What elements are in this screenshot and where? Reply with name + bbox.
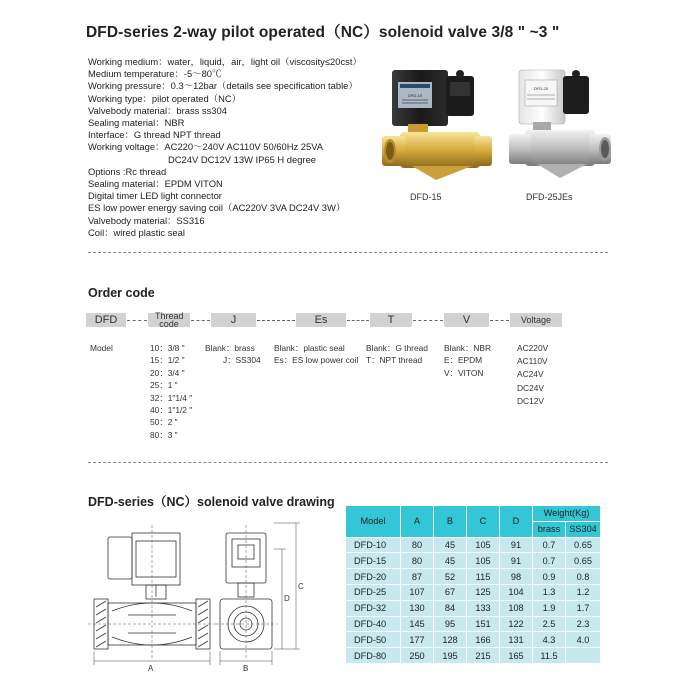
cell: 67: [434, 584, 467, 600]
header-a: A: [401, 506, 434, 538]
cell: 0.65: [566, 553, 601, 569]
voltage-list: [517, 342, 548, 408]
code-connector: [191, 320, 210, 321]
cell: 215: [467, 648, 500, 664]
cell: 151: [467, 616, 500, 632]
cell: 4.3: [533, 632, 566, 648]
spec-line: Digital timer LED light connector: [88, 190, 222, 202]
code-connector: [347, 320, 369, 321]
cell: 107: [401, 584, 434, 600]
spec-line: Options :Rc thread: [88, 165, 167, 177]
spec-line: Medium temperature：-5～80℃: [88, 68, 222, 80]
thread-code-item: 20：3/4 ": [150, 367, 185, 378]
page-title: DFD-series 2-way pilot operated（NC）solenoid valve 3/8 " ~3 ": [86, 24, 560, 41]
cell: 104: [500, 584, 533, 600]
cell: 195: [434, 648, 467, 664]
table-row: [346, 584, 601, 600]
seal-option: Blank：NBR: [444, 343, 492, 353]
spec-line: Working medium：water，liquid，air，light oil（viscosity≤20cst）: [88, 56, 362, 67]
specification-list: [88, 56, 388, 239]
table-row: [346, 648, 601, 664]
cell: 115: [467, 569, 500, 585]
cell: 1.7: [566, 600, 601, 616]
cell: 133: [467, 600, 500, 616]
cell: 87: [401, 569, 434, 585]
stainless-valve-photo: [505, 62, 615, 192]
dimension-weight-table: [345, 505, 601, 664]
header-weight: Weight(Kg): [533, 506, 601, 522]
code-box-thread: Thread code: [148, 313, 190, 327]
spec-line: Interface：G thread NPT thread: [88, 129, 221, 141]
table-row: [346, 537, 601, 553]
coil-option: Blank：plastic seal: [274, 343, 345, 353]
code-box-body: J: [211, 313, 256, 327]
cell: 0.7: [533, 553, 566, 569]
svg-text:DFD-15: DFD-15: [407, 93, 423, 98]
dimension-label-a: A: [148, 664, 154, 673]
svg-text:DFD-25: DFD-25: [533, 86, 549, 91]
table-row: [346, 569, 601, 585]
cell: 98: [500, 569, 533, 585]
thread-code-list: [150, 342, 192, 441]
seal-option-list: [444, 342, 491, 379]
cell: 145: [401, 616, 434, 632]
thread-type-option: T：NPT thread: [366, 355, 423, 366]
cell-model: DFD-20: [346, 569, 401, 585]
spec-line: Working type：pilot operated（NC）: [88, 92, 242, 104]
cell: 91: [500, 537, 533, 553]
cell: 0.8: [566, 569, 601, 585]
cell: 130: [401, 600, 434, 616]
cell-model: DFD-25: [346, 584, 401, 600]
voltage-option: AC220V: [517, 343, 549, 353]
dimension-label-c: C: [298, 582, 304, 591]
cell: 1.9: [533, 600, 566, 616]
valve-technical-drawing: [88, 515, 308, 675]
table-row: [346, 616, 601, 632]
cell-model: DFD-10: [346, 537, 401, 553]
brass-valve-photo: [378, 62, 493, 192]
body-option: Blank：brass: [205, 343, 255, 353]
cell: 2.5: [533, 616, 566, 632]
cell: 128: [434, 632, 467, 648]
seal-option: E：EPDM: [444, 355, 483, 366]
cell: 105: [467, 553, 500, 569]
dimension-label-b: B: [243, 664, 249, 673]
body-option: J：SS304: [223, 355, 261, 366]
code-connector: [490, 320, 509, 321]
cell-model: DFD-40: [346, 616, 401, 632]
cell: 45: [434, 553, 467, 569]
cell: 122: [500, 616, 533, 632]
cell-model: DFD-80: [346, 648, 401, 664]
voltage-option: AC110V: [517, 356, 548, 367]
thread-code-item: 15：1/2 ": [150, 355, 185, 366]
header-c: C: [467, 506, 500, 538]
drawing-title: DFD-series（NC）solenoid valve drawing: [88, 495, 335, 509]
cell: 0.65: [566, 537, 601, 553]
thread-code-item: 32：1"1/4 ": [150, 392, 193, 403]
cell: 95: [434, 616, 467, 632]
code-box-seal: V: [444, 313, 489, 327]
model-label: Model: [90, 343, 113, 353]
cell: 1.3: [533, 584, 566, 600]
thread-code-item: 10：3/8 ": [150, 343, 185, 353]
cell: 177: [401, 632, 434, 648]
table-row: [346, 600, 601, 616]
cell: 45: [434, 537, 467, 553]
section-divider: [88, 252, 608, 253]
cell: [566, 648, 601, 664]
thread-type-option: Blank：G thread: [366, 343, 428, 353]
order-code-title: Order code: [88, 286, 155, 300]
voltage-option: DC24V: [517, 382, 544, 393]
thread-code-item: 50：2 ": [150, 417, 178, 428]
coil-option: Es：ES low power coil: [274, 355, 359, 366]
cell: 11.5: [533, 648, 566, 664]
cell: 84: [434, 600, 467, 616]
header-ss304: SS304: [566, 521, 601, 537]
thread-code-item: 80：3 ": [150, 429, 178, 440]
spec-line: Coil：wired plastic seal: [88, 226, 185, 238]
cell: 250: [401, 648, 434, 664]
thread-code-item: 25：1 ": [150, 380, 178, 391]
voltage-option: DC12V: [517, 395, 544, 406]
cell: 80: [401, 553, 434, 569]
cell: 1.2: [566, 584, 601, 600]
spec-line: Valvebody material：brass ss304: [88, 104, 227, 116]
cell: 2.3: [566, 616, 601, 632]
cell: 52: [434, 569, 467, 585]
code-connector: [127, 320, 147, 321]
cell-model: DFD-32: [346, 600, 401, 616]
spec-line: Working voltage：AC220～240V AC110V 50/60Hz 25VA: [88, 141, 324, 153]
table-row: [346, 632, 601, 648]
cell: 4.0: [566, 632, 601, 648]
cell: 91: [500, 553, 533, 569]
cell-model: DFD-50: [346, 632, 401, 648]
code-box-voltage: Voltage: [510, 313, 562, 327]
spec-line: Working pressure：0.3～12bar（details see specification table）: [88, 80, 358, 92]
code-box-model: DFD: [86, 313, 126, 327]
body-material-list: [205, 342, 261, 367]
section-divider: [88, 462, 608, 463]
header-d: D: [500, 506, 533, 538]
code-connector: [413, 320, 443, 321]
table-row: [346, 553, 601, 569]
cell: 108: [500, 600, 533, 616]
header-model: Model: [346, 506, 401, 538]
cell: 0.7: [533, 537, 566, 553]
cell: 80: [401, 537, 434, 553]
header-brass: brass: [533, 521, 566, 537]
spec-line: Sealing material：EPDM VITON: [88, 178, 223, 190]
cell: 166: [467, 632, 500, 648]
cell-model: DFD-15: [346, 553, 401, 569]
cell: 125: [467, 584, 500, 600]
thread-type-list: [366, 342, 428, 367]
product-caption: DFD-25JEs: [526, 192, 573, 202]
header-b: B: [434, 506, 467, 538]
cell: 131: [500, 632, 533, 648]
dimension-label-d: D: [284, 594, 290, 603]
thread-code-item: 40：1"1/2 ": [150, 405, 193, 416]
product-caption: DFD-15: [410, 192, 442, 202]
seal-option: V：VITON: [444, 367, 484, 378]
spec-line: ES low power energy saving coil（AC220V 3VA DC24V 3W）: [88, 202, 346, 214]
voltage-option: AC24V: [517, 369, 544, 380]
cell: 105: [467, 537, 500, 553]
spec-line: DC24V DC12V 13W IP65 H degree: [168, 153, 316, 165]
cell: 0.9: [533, 569, 566, 585]
code-box-coil: Es: [296, 313, 346, 327]
cell: 165: [500, 648, 533, 664]
coil-option-list: [274, 342, 358, 367]
spec-line: Sealing material：NBR: [88, 117, 185, 129]
code-box-thread-type: T: [370, 313, 412, 327]
spec-line: Valvebody material：SS316: [88, 214, 205, 226]
code-connector: [257, 320, 295, 321]
